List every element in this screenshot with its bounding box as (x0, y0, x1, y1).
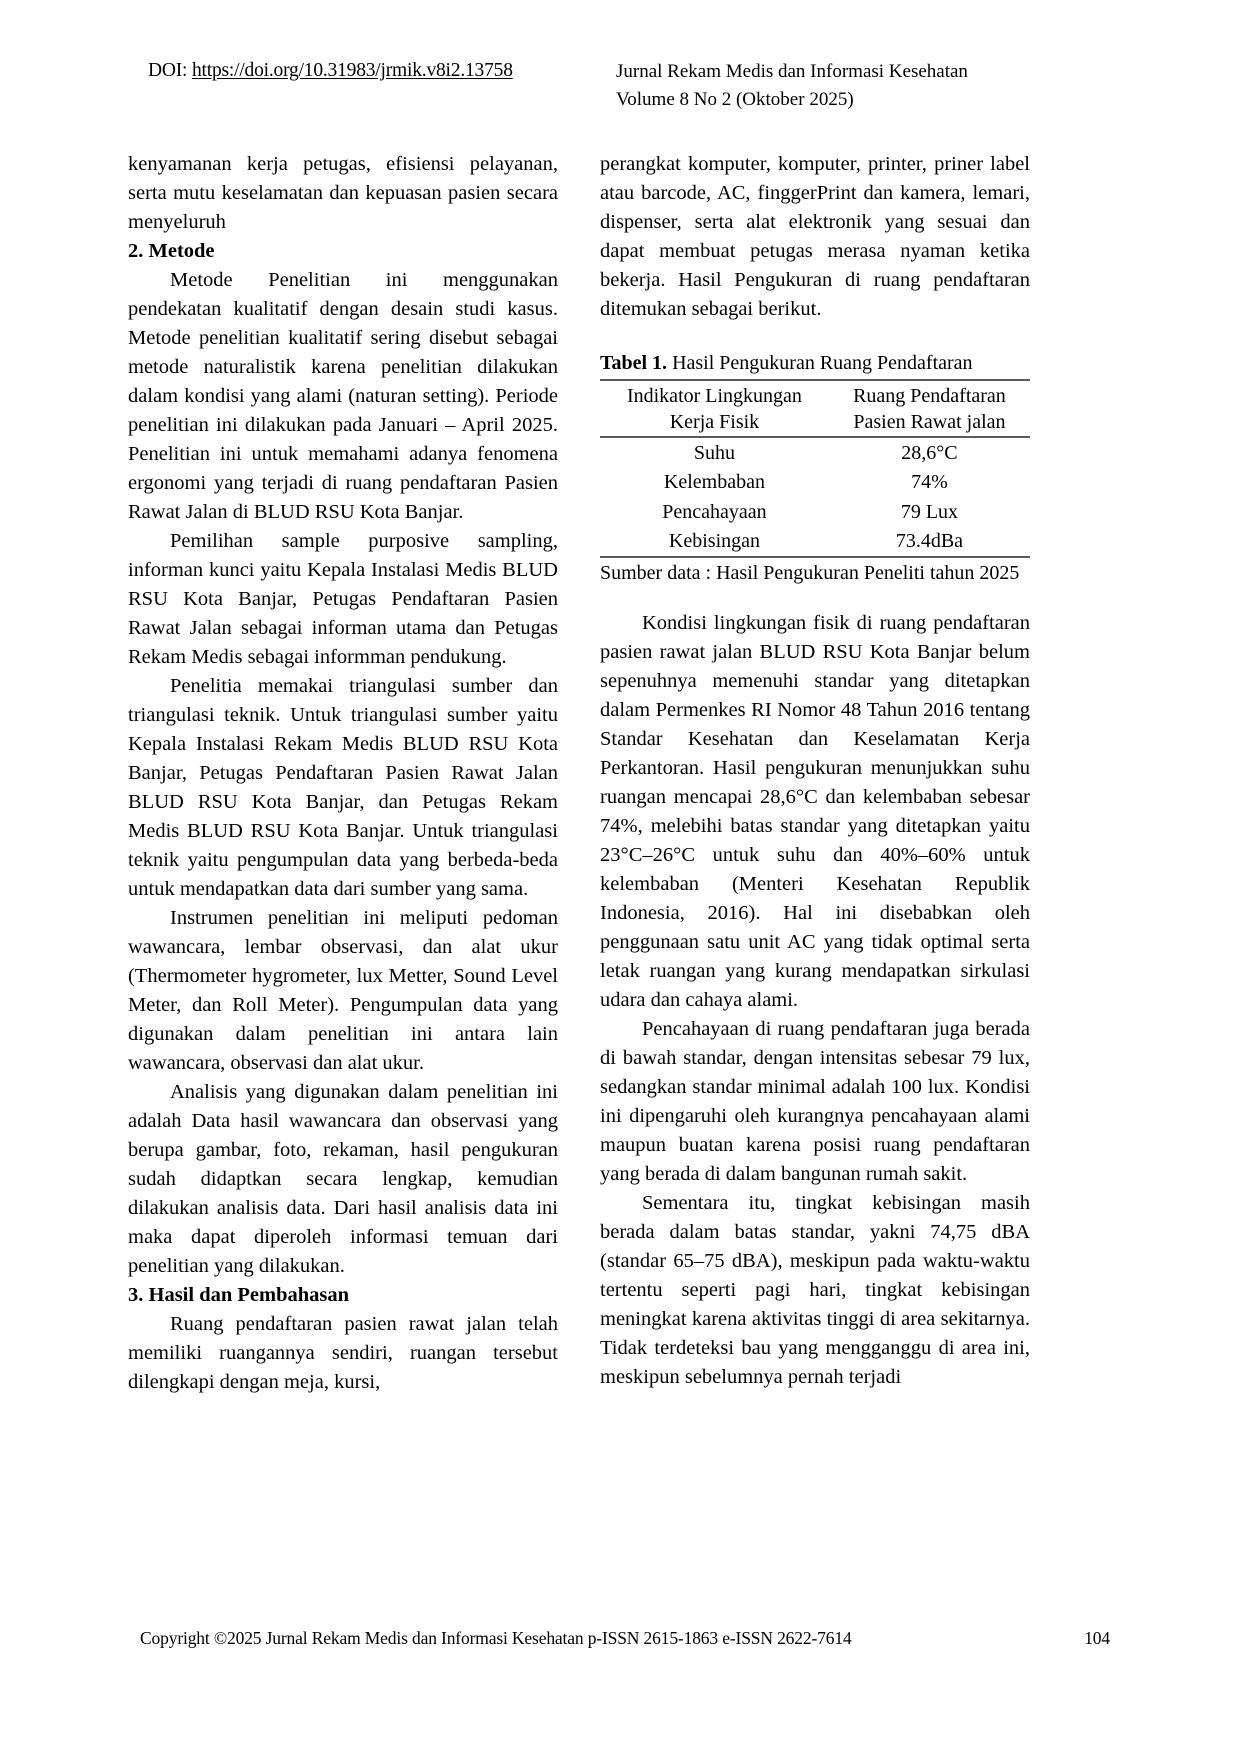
paragraph-metode-5: Analisis yang digunakan dalam penelitian ini adalah Data hasil wawancara dan observasi yang berupa gambar, foto, rekaman, hasil pengukuran sudah didaptkan secara lengkap, kemudian dilakukan analisis data. Dari hasil analisis data ini maka dapat diperoleh informasi temuan dari penelitian yang dilakukan. (128, 1081, 558, 1277)
section-heading-metode: 2. Metode (128, 240, 215, 262)
table-cell-value: 74% (911, 471, 948, 494)
table-header-room-line2: Pasien Rawat jalan (853, 411, 1006, 433)
paragraph-metode-4: Instrumen penelitian ini meliputi pedoman wawancara, lembar observasi, dan alat ukur (Thermometer hygrometer, lux Metter, Sound Level Meter, dan Roll Meter). Pengumpulan data yang digunakan dalam penelitian ini antara lain wawancara, observasi dan alat ukur. (128, 907, 558, 1074)
journal-info (616, 58, 968, 113)
table-row (600, 497, 1030, 526)
table-header-indicator-line1: Indikator Lingkungan (626, 385, 802, 407)
measurement-table (600, 379, 1030, 558)
table-cell-value: 28,6°C (901, 442, 958, 464)
journal-volume: Volume 8 No 2 (Oktober 2025) (616, 88, 854, 110)
paragraph-hasil-1: Ruang pendaftaran pasien rawat jalan telah memiliki ruangannya sendiri, ruangan tersebut dilengkapi dengan meja, kursi, (128, 1313, 558, 1393)
table-header-indicator-line2: Kerja Fisik (669, 411, 760, 433)
table-caption-prefix: Tabel 1. (600, 352, 668, 374)
paragraph-kebisingan: Sementara itu, tingkat kebisingan masih berada dalam batas standar, yakni 74,75 dBA (standar 65–75 dBA), meskipun pada waktu-waktu tertentu seperti pagi hari, tingkat kebisingan meningkat karena aktivitas tinggi di area sekitarnya. Tidak terdeteksi bau yang mengganggu di area ini, meskipun sebelumnya pernah terjadi (600, 1191, 1030, 1388)
table-cell-indicator: Suhu (693, 442, 736, 464)
right-column (600, 150, 1030, 1392)
table-body (600, 437, 1030, 557)
journal-name: Jurnal Rekam Medis dan Informasi Kesehatan (616, 61, 968, 82)
paragraph-kondisi: Kondisi lingkungan fisik di ruang pendaftaran pasien rawat jalan BLUD RSU Kota Banjar belum sepenuhnya memenuhi standar yang ditetapkan dalam Permenkes RI Nomor 48 Tahun 2016 tentang Standar Kesehatan dan Keselamatan Kerja Perkantoran. Hasil pengukuran menunjukkan suhu ruangan mencapai 28,6°C dan kelembaban sebesar 74%, melebihi batas standar yang ditetapkan yaitu 23°C–26°C untuk suhu dan 40%–60% untuk kelembaban (Menteri Kesehatan Republik Indonesia, 2016). Hal ini disebabkan oleh penggunaan satu unit AC yang tidak optimal serta letak ruangan yang kurang mendapatkan sirkulasi udara dan cahaya alami. (600, 611, 1030, 1011)
running-head (148, 58, 1105, 113)
table-1-block (600, 350, 1030, 587)
table-header-indicator (600, 380, 829, 437)
table-cell-indicator: Kebisingan (600, 526, 829, 556)
footer-page-number: 104 (1084, 1628, 1110, 1648)
doi-link[interactable]: https://doi.org/10.31983/jrmik.v8i2.13758 (191, 60, 513, 81)
footer-copyright: Copyright ©2025 Jurnal Rekam Medis dan Informasi Kesehatan p-ISSN 2615-1863 e-ISSN 2622-7614 (140, 1628, 852, 1648)
table-source-note: Sumber data : Hasil Pengukuran Peneliti tahun 2025 (600, 561, 1020, 584)
table-header-row (600, 380, 1030, 437)
table-caption-text: Hasil Pengukuran Ruang Pendaftaran (667, 352, 973, 374)
paragraph-metode-1: Metode Penelitian ini menggunakan pendekatan kualitatif dengan desain studi kasus. Metode penelitian kualitatif sering disebut sebagai metode naturalistik karena penelitian dilakukan dalam kondisi yang alami (naturan setting). Periode penelitian ini dilakukan pada Januari – April 2025. Penelitian ini untuk memahami adanya fenomena ergonomi yang terjadi di ruang pendaftaran Pasien Rawat Jalan di BLUD RSU Kota Banjar. (128, 269, 558, 523)
table-cell-indicator: Pencahayaan (662, 500, 767, 523)
paragraph-continued-left: kenyamanan kerja petugas, efisiensi pelayanan, serta mutu keselamatan dan kepuasan pasien secara menyeluruh (128, 153, 558, 233)
paragraph-metode-2: Pemilihan sample purposive sampling, informan kunci yaitu Kepala Instalasi Medis BLUD RSU Kota Banjar, Petugas Pendaftaran Pasien Rawat Jalan sebagai informan utama dan Petugas Rekam Medis sebagai informman pendukung. (128, 530, 558, 668)
paragraph-pencahayaan: Pencahayaan di ruang pendaftaran juga berada di bawah standar, dengan intensitas sebesar 79 lux, sedangkan standar minimal adalah 100 lux. Kondisi ini dipengaruhi oleh kurangnya pencahayaan alami maupun buatan karena posisi ruang pendaftaran yang berada di dalam bangunan rumah sakit. (600, 1017, 1030, 1185)
table-cell-indicator: Kelembaban (663, 471, 765, 494)
page-footer (140, 1628, 1110, 1649)
doi-line (148, 58, 598, 84)
table-row (600, 467, 1030, 496)
left-column (128, 150, 558, 1397)
table-cell-value: 73.4dBa (829, 526, 1030, 556)
table-caption (600, 350, 1030, 377)
paragraph-continued-right: perangkat komputer, komputer, printer, priner label atau barcode, AC, finggerPrint dan kamera, lemari, dispenser, serta alat elektronik yang sesuai dan dapat membuat petugas merasa nyaman ketika bekerja. Hasil Pengukuran di ruang pendaftaran ditemukan sebagai berikut. (600, 153, 1030, 320)
table-cell-value: 79 Lux (900, 500, 959, 523)
table-header-room-line1: Ruang Pendaftaran (853, 385, 1006, 407)
table-row (600, 437, 1030, 467)
body-columns (128, 150, 1108, 1397)
paragraph-metode-3: Penelitia memakai triangulasi sumber dan triangulasi teknik. Untuk triangulasi sumber yaitu Kepala Instalasi Rekam Medis BLUD RSU Kota Banjar, Petugas Pendaftaran Pasien Rawat Jalan BLUD RSU Kota Banjar, dan Petugas Rekam Medis BLUD RSU Kota Banjar. Untuk triangulasi teknik yaitu pengumpulan data yang berbeda-beda untuk mendapatkan data dari sumber yang sama. (128, 675, 558, 900)
doi-label: DOI: (148, 60, 192, 81)
table-row (600, 526, 1030, 556)
table-head (600, 380, 1030, 437)
table-header-room (829, 380, 1030, 437)
section-heading-hasil: 3. Hasil dan Pembahasan (128, 1284, 349, 1306)
